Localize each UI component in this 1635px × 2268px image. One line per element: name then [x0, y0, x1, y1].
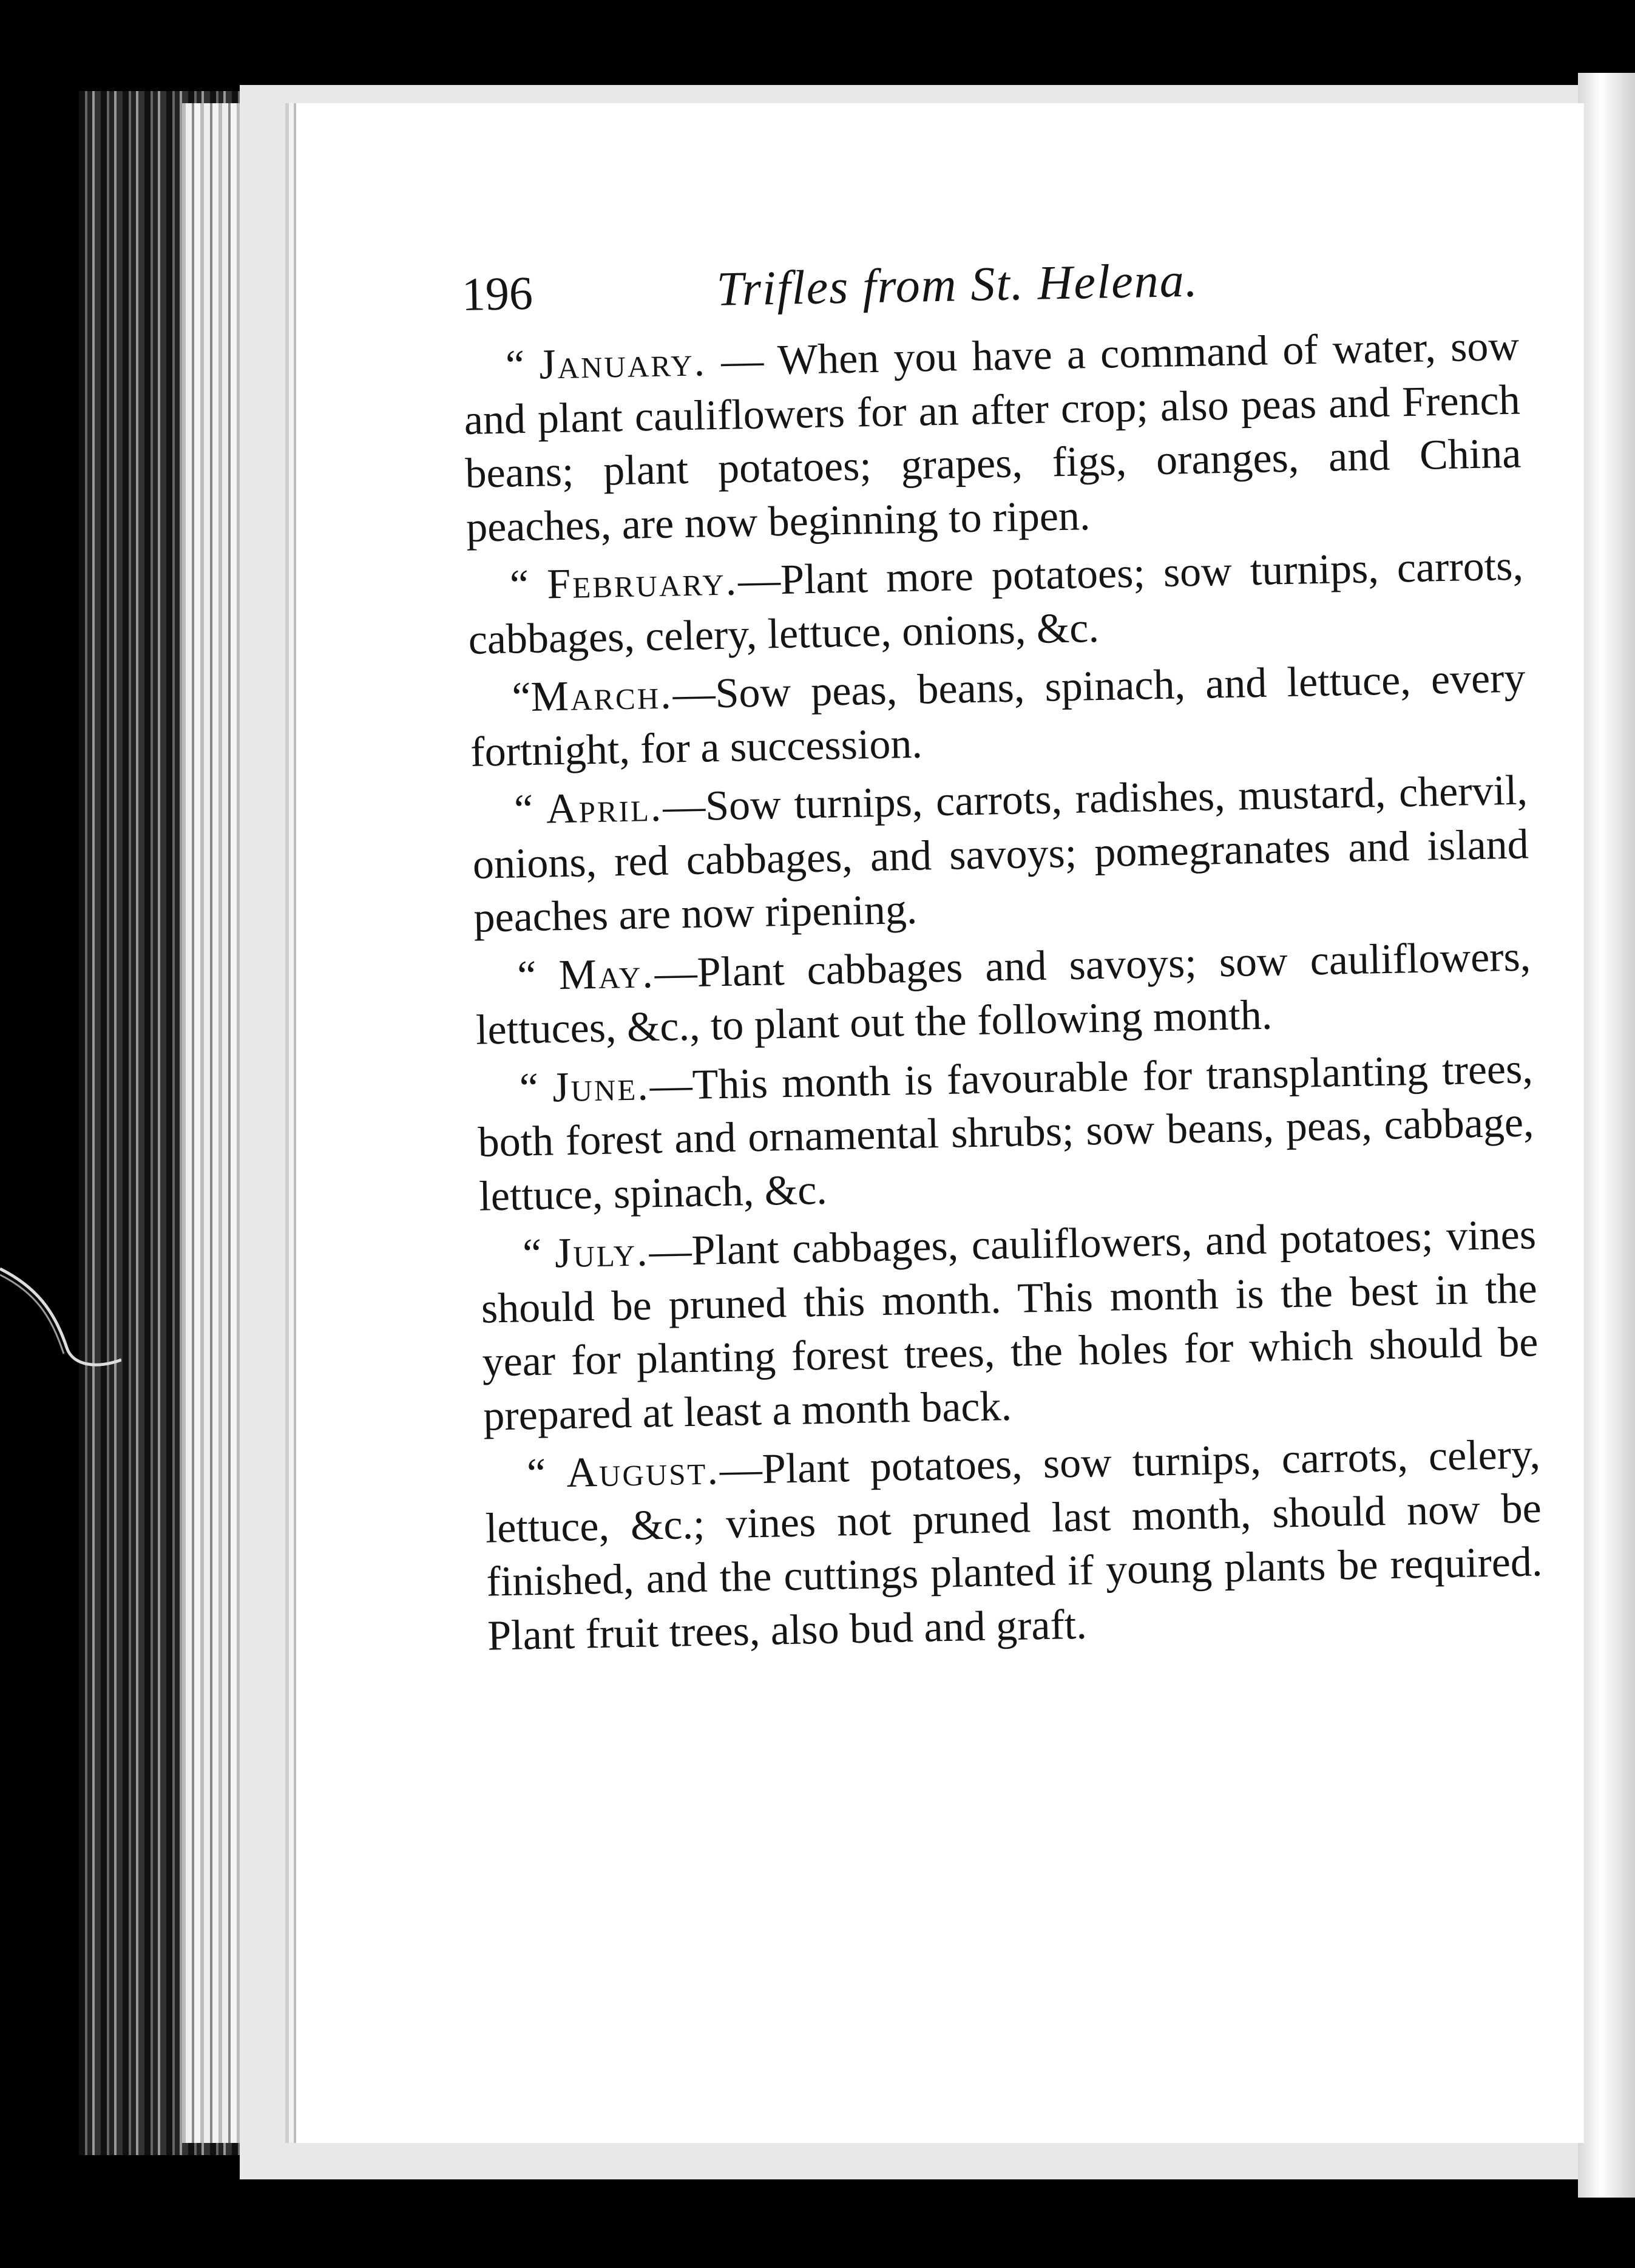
month-name: August.: [566, 1447, 720, 1497]
entry-text: When you have a command of water, sow and plant cauliflowers for an after crop; also peas and French beans; plant potatoes; grapes, figs, oranges, and China peaches, are now beginning to ripen.: [464, 322, 1522, 551]
page-text: [461, 247, 1544, 1668]
entry-may: [475, 930, 1532, 1058]
open-quote: “: [519, 1064, 553, 1112]
binding-edge: [1578, 73, 1635, 2198]
open-quote: “: [522, 1230, 555, 1278]
page-tab-curl: [0, 1263, 121, 1372]
entry-text: Plant potatoes, sow turnips, carrots, celery, lettuce, &c.; vines not pruned last month, should now be finished, and the cuttings planted if young plants be required. Plant fruit trees, also bud and graft.: [485, 1431, 1543, 1660]
dash: —: [654, 949, 698, 997]
entry-text: Plant cabbages, cauliflowers, and potatoes; vines should be pruned this month. This month is the best in the year for planting forest trees, the holes for which should be prepared at least a month back.: [481, 1211, 1539, 1440]
entry-text: This month is favourable for transplanting trees, both forest and ornamental shrubs; sow beans, peas, cabbage, lettuce, spinach, &c.: [477, 1045, 1535, 1220]
entry-january: [462, 320, 1522, 555]
running-title: Trifles from St. Helena.: [716, 253, 1199, 316]
open-quote: “: [516, 951, 560, 999]
open-quote: “: [526, 1450, 567, 1498]
open-quote: “: [513, 786, 547, 834]
entry-march: [469, 651, 1527, 779]
month-name: January.: [538, 338, 707, 389]
month-name: June.: [552, 1062, 651, 1111]
entry-text: Plant cabbages and savoys; sow cauliflowers, lettuces, &c., to plant out the following month.: [475, 932, 1531, 1054]
entry-text: Sow turnips, carrots, radishes, mustard, chervil, onions, red cabbages, and savoys; pomegranates and island peaches are now ripening.: [472, 767, 1529, 942]
entry-july: [479, 1208, 1539, 1443]
month-name: March.: [530, 671, 674, 721]
month-name: February.: [546, 557, 739, 608]
dash: —: [719, 1445, 763, 1494]
open-quote: “: [505, 341, 540, 389]
dash: —: [672, 670, 716, 718]
month-name: April.: [546, 783, 663, 833]
dash: —: [662, 783, 706, 830]
entry-april: [471, 764, 1530, 945]
entry-june: [476, 1042, 1535, 1224]
entry-august: [484, 1428, 1543, 1663]
dash: —: [706, 337, 778, 385]
dash: —: [649, 1061, 693, 1109]
page-number: 196: [461, 266, 533, 321]
month-name: May.: [558, 949, 655, 999]
month-name: July.: [554, 1228, 650, 1277]
entry-february: [467, 540, 1525, 667]
dash: —: [648, 1227, 692, 1275]
entry-text: Plant more potatoes; sow turnips, carrots, cabbages, celery, lettuce, onions, &c.: [468, 542, 1524, 664]
open-quote: “: [511, 673, 532, 721]
open-quote: “: [509, 561, 548, 609]
entry-text: Sow peas, beans, spinach, and lettuce, every fortnight, for a succession.: [470, 654, 1526, 776]
dash: —: [737, 557, 781, 605]
